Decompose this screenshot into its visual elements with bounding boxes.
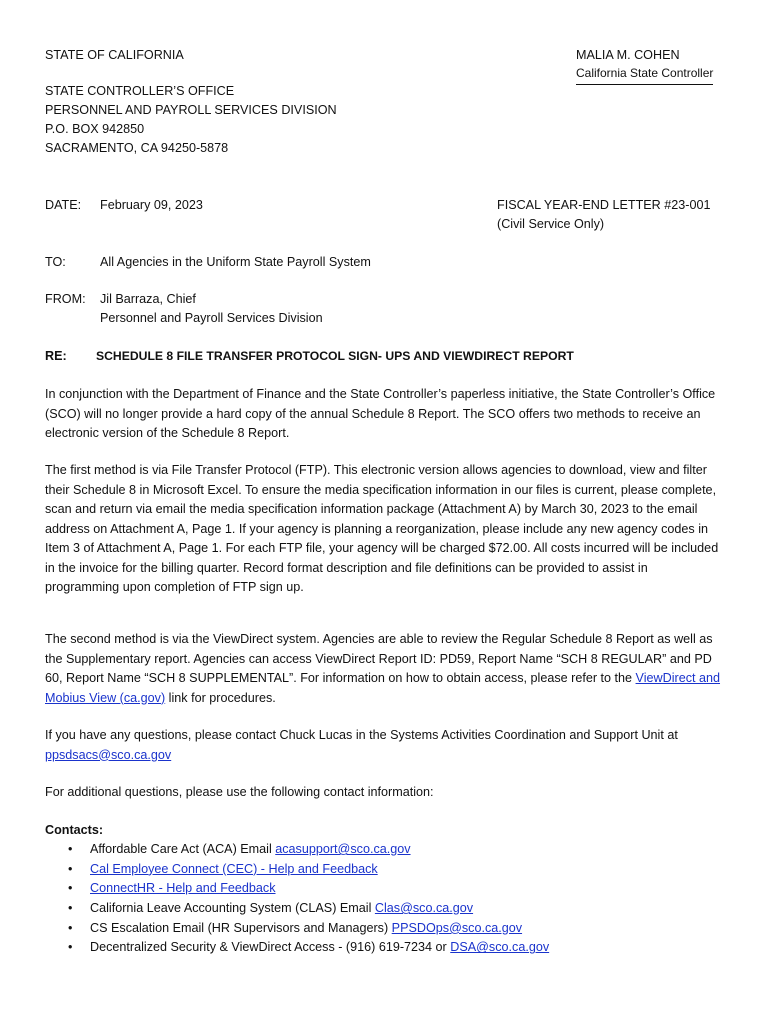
letter-number: FISCAL YEAR-END LETTER #23-001 <box>497 198 711 212</box>
controller-name: MALIA M. COHEN <box>576 48 680 62</box>
paragraph-intro: In conjunction with the Department of Finance and the State Controller’s paperless initiative, the State Controller’s Office (SCO) will no longer provide a hard copy of the annual Schedule 8 Report. The SCO offers two methods to receive an electronic version of the Schedule 8 Report. <box>45 387 716 440</box>
paragraph-questions-text: If you have any questions, please contact Chuck Lucas in the Systems Activities Coordination and Support Unit at <box>45 728 678 742</box>
bullet-icon: • <box>68 861 73 876</box>
contact-item-aca <box>45 840 725 860</box>
aca-email-link[interactable]: acasupport@sco.ca.gov <box>275 842 411 856</box>
from-label: FROM: <box>45 292 86 306</box>
date-label: DATE: <box>45 198 82 212</box>
contact-item-cec <box>45 860 725 880</box>
contact-item-dsa <box>45 938 725 958</box>
controller-title: California State Controller <box>576 64 713 85</box>
bullet-icon: • <box>68 901 73 916</box>
address-line-2: PERSONNEL AND PAYROLL SERVICES DIVISION <box>45 103 337 117</box>
to-label: TO: <box>45 255 66 269</box>
contacts-heading: Contacts: <box>45 823 104 837</box>
from-division: Personnel and Payroll Services Division <box>100 311 323 325</box>
bullet-icon: • <box>68 881 73 896</box>
contact-item-text: California Leave Accounting System (CLAS) Email <box>90 901 375 916</box>
paragraph-viewdirect-end: link for procedures. <box>165 690 276 705</box>
ppsdops-email-link[interactable]: PPSDOps@sco.ca.gov <box>391 920 523 935</box>
bullet-icon: • <box>68 842 73 856</box>
re-subject: SCHEDULE 8 FILE TRANSFER PROTOCOL SIGN- UPS AND VIEWDIRECT REPORT <box>96 349 574 363</box>
paragraph-ftp: The first method is via File Transfer Protocol (FTP). This electronic version allows agencies to download, view and filter their Schedule 8 in Microsoft Excel. To ensure the media specification information in our files is current, please complete, scan and return via email the media specification information package (Attachment A) by March 30, 2023 to the email address on Attachment A, Page 1. If your agency is planning a reorganization, please include any new agency codes in Item 3 of Attachment A, Page 1. For each FTP file, your agency will be charged $72.00. All costs incurred will be included in the invoice for the billing quarter. Record format description and file definitions can be provided to assist in programming upon completion of FTP sign up. <box>45 463 719 594</box>
date-value: February 09, 2023 <box>100 198 203 212</box>
address-line-3: P.O. BOX 942850 <box>45 122 145 136</box>
connecthr-feedback-link[interactable]: ConnectHR - Help and Feedback <box>90 881 276 896</box>
address-line-1: STATE CONTROLLER’S OFFICE <box>45 84 235 98</box>
paragraph-viewdirect-text: The second method is via the ViewDirect system. Agencies are able to review the Regular Schedule 8 Report as well as the Supplementary report. Agencies can access ViewDirect Report ID: PD59, Report Name “SCH 8 REGULAR” and PD 60, Report Name “SCH 8 SUPPLEMENTAL”. For information on how to obtain access, please refer to the <box>45 632 713 685</box>
re-label: RE: <box>45 349 67 363</box>
contact-item-cs-escalation <box>45 919 725 939</box>
contact-item-text: Affordable Care Act (ACA) Email <box>90 842 276 856</box>
contact-item-text: CS Escalation Email (HR Supervisors and Managers) <box>90 920 392 935</box>
to-value: All Agencies in the Uniform State Payroll System <box>100 255 371 269</box>
bullet-icon: • <box>68 940 73 955</box>
contacts-list <box>45 840 725 958</box>
from-name: Jil Barraza, Chief <box>100 292 196 306</box>
paragraph-questions <box>45 726 725 765</box>
letter-scope: (Civil Service Only) <box>497 217 605 231</box>
contact-item-text: Decentralized Security & ViewDirect Access - (916) 619-7234 or <box>90 940 451 955</box>
paragraph-viewdirect <box>45 630 725 708</box>
cec-feedback-link[interactable]: Cal Employee Connect (CEC) - Help and Feedback <box>90 861 378 876</box>
viewdirect-mobius-link[interactable]: ViewDirect and Mobius View (ca.gov) <box>45 671 721 705</box>
ppsdsacs-email-link[interactable]: ppsdsacs@sco.ca.gov <box>45 747 172 762</box>
address-line-4: SACRAMENTO, CA 94250-5878 <box>45 141 229 155</box>
paragraph-additional: For additional questions, please use the following contact information: <box>45 785 434 799</box>
clas-email-link[interactable]: Clas@sco.ca.gov <box>374 901 474 916</box>
contact-item-clas <box>45 899 725 919</box>
state-label: STATE OF CALIFORNIA <box>45 48 184 62</box>
bullet-icon: • <box>68 920 73 935</box>
dsa-email-link[interactable]: DSA@sco.ca.gov <box>450 940 550 955</box>
contact-item-connecthr <box>45 879 725 899</box>
